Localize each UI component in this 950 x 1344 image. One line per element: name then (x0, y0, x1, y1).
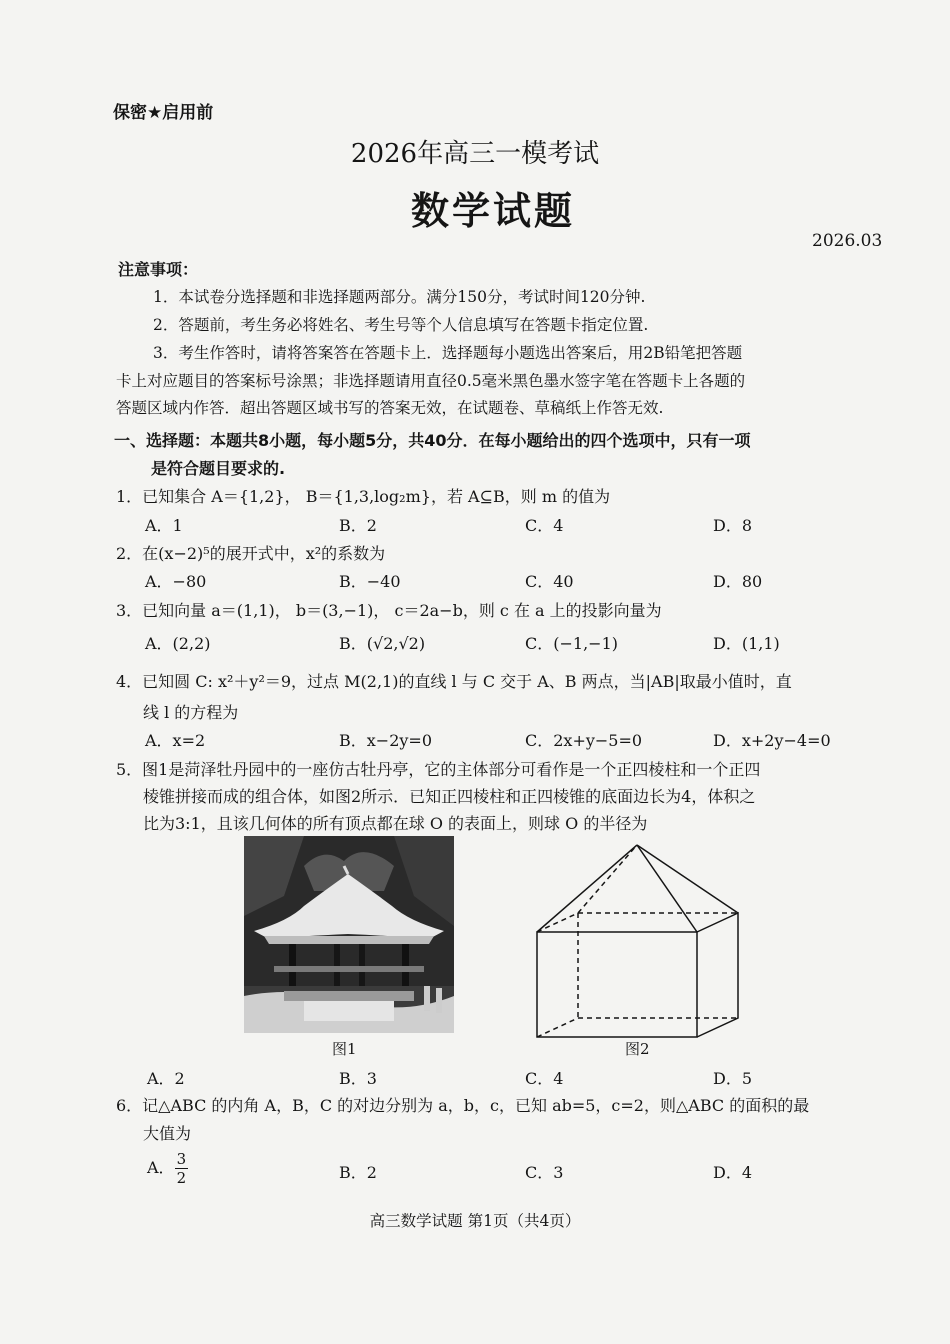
figure-1-pavilion-photo (244, 836, 454, 1033)
q5-option-a: A．2 (147, 1069, 185, 1088)
q2-option-b: B．−40 (339, 572, 401, 591)
note-item-1: 1．本试卷分选择题和非选择题两部分。满分150分，考试时间120分钟. (153, 288, 646, 306)
q1-option-a: A．1 (145, 516, 183, 535)
question-2-stem: 2．在(x−2)⁵的展开式中，x²的系数为 (116, 544, 386, 563)
q6-option-a-fraction (175, 1150, 189, 1187)
q4-option-c: C．2x+y−5=0 (525, 731, 643, 750)
q5-option-b: B．3 (339, 1069, 377, 1088)
question-1-stem: 1．已知集合 A＝{1,2}， B＝{1,3,log₂m}，若 A⊆B，则 m 的值为 (116, 487, 611, 506)
question-5-stem-line-1: 5．图1是菏泽牡丹园中的一座仿古牡丹亭，它的主体部分可看作是一个正四棱柱和一个正四 (116, 760, 761, 779)
q3-option-d: D．(1,1) (713, 634, 780, 653)
q4-option-d: D．x+2y−4=0 (713, 731, 831, 750)
confidential-label: 保密★启用前 (113, 103, 214, 123)
question-6-stem-line-2: 大值为 (143, 1124, 192, 1143)
q1-option-c: C．4 (525, 516, 564, 535)
q4-option-b: B．x−2y=0 (339, 731, 432, 750)
figure-2-caption: 图2 (625, 1040, 650, 1058)
q6-option-c: C．3 (525, 1163, 564, 1182)
question-5-stem-line-3: 比为3:1，且该几何体的所有顶点都在球 O 的表面上，则球 O 的半径为 (143, 814, 648, 833)
note-item-3-line-1: 3．考生作答时，请将答案答在答题卡上．选择题每小题选出答案后，用2B铅笔把答题 (153, 344, 743, 362)
q3-option-b: B．(√2,√2) (339, 634, 426, 653)
question-6-stem-line-1: 6．记△ABC 的内角 A，B，C 的对边分别为 a，b，c，已知 ab=5，c=2，则△ABC 的面积的最 (116, 1096, 810, 1115)
figure-2-geometry-diagram (520, 840, 750, 1040)
note-item-2: 2．答题前，考生务必将姓名、考生号等个人信息填写在答题卡指定位置. (153, 316, 649, 334)
note-item-3-line-3: 答题区域内作答．超出答题区域书写的答案无效，在试题卷、草稿纸上作答无效. (116, 399, 664, 417)
q6-option-b: B．2 (339, 1163, 377, 1182)
q3-option-a: A．(2,2) (145, 634, 211, 653)
section-heading-line-2: 是符合题目要求的. (151, 459, 286, 478)
q6-option-a (147, 1150, 188, 1187)
q2-option-a: A．−80 (145, 572, 207, 591)
section-heading-line-1: 一、选择题：本题共8小题，每小题5分，共40分．在每小题给出的四个选项中，只有一项 (114, 431, 751, 450)
q3-option-c: C．(−1,−1) (525, 634, 618, 653)
exam-date: 2026.03 (812, 231, 883, 251)
question-4-stem-line-1: 4．已知圆 C: x²＋y²＝9，过点 M(2,1)的直线 l 与 C 交于 A、B 两点，当|AB|取最小值时，直 (116, 672, 792, 691)
question-3-stem: 3．已知向量 a＝(1,1)， b＝(3,−1)， c＝2a−b，则 c 在 a 上的投影向量为 (116, 601, 662, 620)
fraction-denominator: 2 (176, 1169, 187, 1187)
page-footer: 高三数学试题 第1页（共4页） (369, 1212, 581, 1230)
fraction-numerator: 3 (176, 1150, 187, 1168)
notes-heading: 注意事项： (118, 260, 199, 279)
q6-option-a-label: A． (147, 1158, 175, 1177)
q5-option-c: C．4 (525, 1069, 564, 1088)
note-item-3-line-2: 卡上对应题目的答案标号涂黑；非选择题请用直径0.5毫米黑色墨水签字笔在答题卡上各题的 (116, 372, 746, 390)
q6-option-d: D．4 (713, 1163, 753, 1182)
figure-1-caption: 图1 (332, 1040, 357, 1058)
q1-option-d: D．8 (713, 516, 753, 535)
q2-option-c: C．40 (525, 572, 574, 591)
q5-option-d: D．5 (713, 1069, 753, 1088)
q4-option-a: A．x=2 (145, 731, 206, 750)
q2-option-d: D．80 (713, 572, 763, 591)
exam-title: 2026年高三一模考试 (350, 139, 600, 169)
subject-title: 数学试题 (410, 189, 575, 233)
question-4-stem-line-2: 线 l 的方程为 (143, 703, 239, 722)
question-5-stem-line-2: 棱锥拼接而成的组合体，如图2所示．已知正四棱柱和正四棱锥的底面边长为4，体积之 (143, 787, 756, 806)
q1-option-b: B．2 (339, 516, 377, 535)
